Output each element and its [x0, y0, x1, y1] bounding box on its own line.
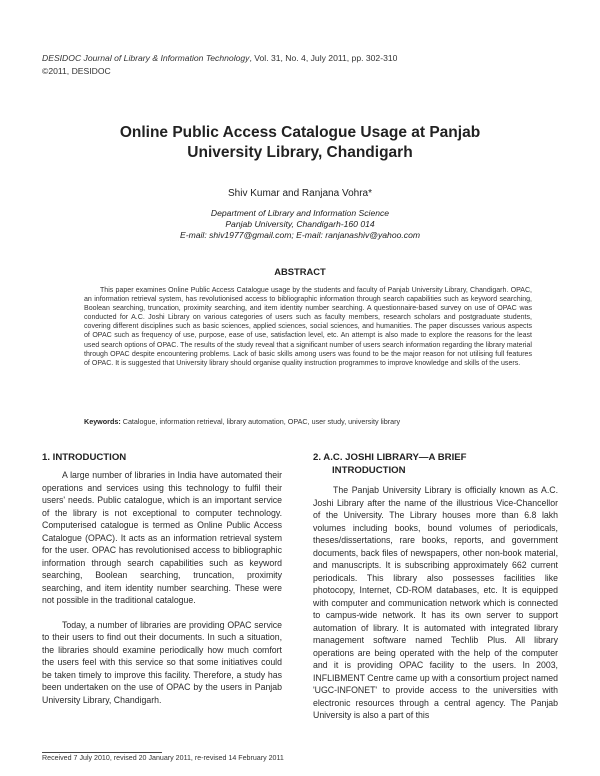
section-2-heading	[313, 452, 467, 477]
section-2-body	[313, 484, 558, 722]
affiliation-university: Panjab University, Chandigarh-160 014	[225, 219, 375, 230]
paper-title	[0, 123, 600, 163]
section-1-paragraph: Today, a number of libraries are providing OPAC service to their users to find out their documents. In such a situation, the libraries should examine periodically how much comfort the users feel with this service so that some initiatives could be taken timely to improve this facility. Therefore, a study has been undertaken on the use of OPAC by the users in Panjab University Library, Chandigarh.	[42, 619, 282, 705]
section-1-body	[42, 469, 282, 706]
authors: Shiv Kumar and Ranjana Vohra*	[228, 188, 372, 199]
affiliation	[0, 208, 600, 242]
abstract-text: This paper examines Online Public Access Catalogue usage by the students and faculty of Panjab University Library, Chandigarh. OPAC, an information retrieval system, has revolutionised access to bibliographic information through search capabilities such as keyword searching, Boolean searching, truncation, proximity searching, and item identity number searching. A questionnaire-based survey on use of OPAC was conducted for A.C. Joshi Library on various categories of users such as faculty members, research scholars and postgraduate students, covering different disciplines such as basic sciences, applied sciences, social sciences, and humanities. The paper discusses various aspects of OPAC such as frequency of use, purpose, ease of use, satisfaction level, etc. An attempt is also made to explore the reasons for the least used search options of OPAC. The results of the study reveal that a significant number of users search information regarding the library material through OPAC despite encountering problems. Lack of basic skills among users was found to be the major reason for not utilising full features of OPAC. It is suggested that University library should organise quality instruction programmes to improve knowledge and skills of the users.	[84, 287, 532, 367]
keywords-list: Catalogue, information retrieval, library automation, OPAC, user study, university library	[120, 417, 401, 426]
section-1-paragraph: A large number of libraries in India have automated their operations and services using this technology to fulfil their users' needs. Public catalogue, which is an important service of the library is not exceptional to computer technology. Computerised catalogue is termed as Online Public Access Catalogue (OPAC). It acts as an information retrieval system for the user. OPAC has revolutionised access to bibliographic information through search capabilities such as keyword searching, Boolean searching, truncation, proximity searching, and item identity number searching. These were not possible in the traditional catalogue.	[42, 470, 282, 605]
journal-header	[42, 52, 397, 78]
copyright: ©2011, DESIDOC	[42, 66, 111, 76]
abstract-heading: ABSTRACT	[274, 266, 326, 277]
keywords	[84, 417, 532, 426]
section-2-heading-line-1: 2. A.C. JOSHI LIBRARY—A BRIEF	[313, 452, 467, 463]
title-line-2: University Library, Chandigarh	[187, 144, 413, 161]
keywords-label: Keywords:	[84, 417, 121, 426]
journal-citation: , Vol. 31, No. 4, July 2011, pp. 302-310	[249, 53, 398, 63]
section-1-heading: 1. INTRODUCTION	[42, 452, 127, 463]
affiliation-email: E-mail: shiv1977@gmail.com; E-mail: ranjanashiv@yahoo.com	[179, 230, 421, 241]
section-2-paragraph: The Panjab University Library is officially known as A.C. Joshi Library after the name of the illustrious Vice-Chancellor of the University. The Library houses more than 6.8 lakh volumes including books, bound volumes of periodicals, theses/dissertations, rare books, reports, and government documents, back files of newspapers, other non-book material, and manuscripts. It is subscribing approximately 662 current periodicals. This library also possesses facilities like photocopy, Internet, CD-ROM databases, etc. It is equipped with computer and communication network which is connected to campus-wide network. It has its own server to support automation of library. It is automated with integrated library management software named Techlib Plus. All library operations are being operated with the help of the computer and it is providing OPAC facility to the users. In 2003, INFLIBMENT Centre came up with a consortium project named 'UGC-INFONET' to provide access to the universities with electronic resources through a central agency. The Panjab University is also a part of this	[313, 485, 558, 720]
section-2-heading-line-2: INTRODUCTION	[332, 464, 406, 476]
affiliation-dept: Department of Library and Information Science	[210, 208, 390, 218]
journal-name: DESIDOC Journal of Library & Information Technology	[42, 53, 250, 63]
footer-divider	[42, 752, 162, 753]
received-dates: Received 7 July 2010, revised 20 January 2011, re-revised 14 February 2011	[42, 754, 284, 762]
title-line-1: Online Public Access Catalogue Usage at Panjab	[119, 124, 481, 141]
